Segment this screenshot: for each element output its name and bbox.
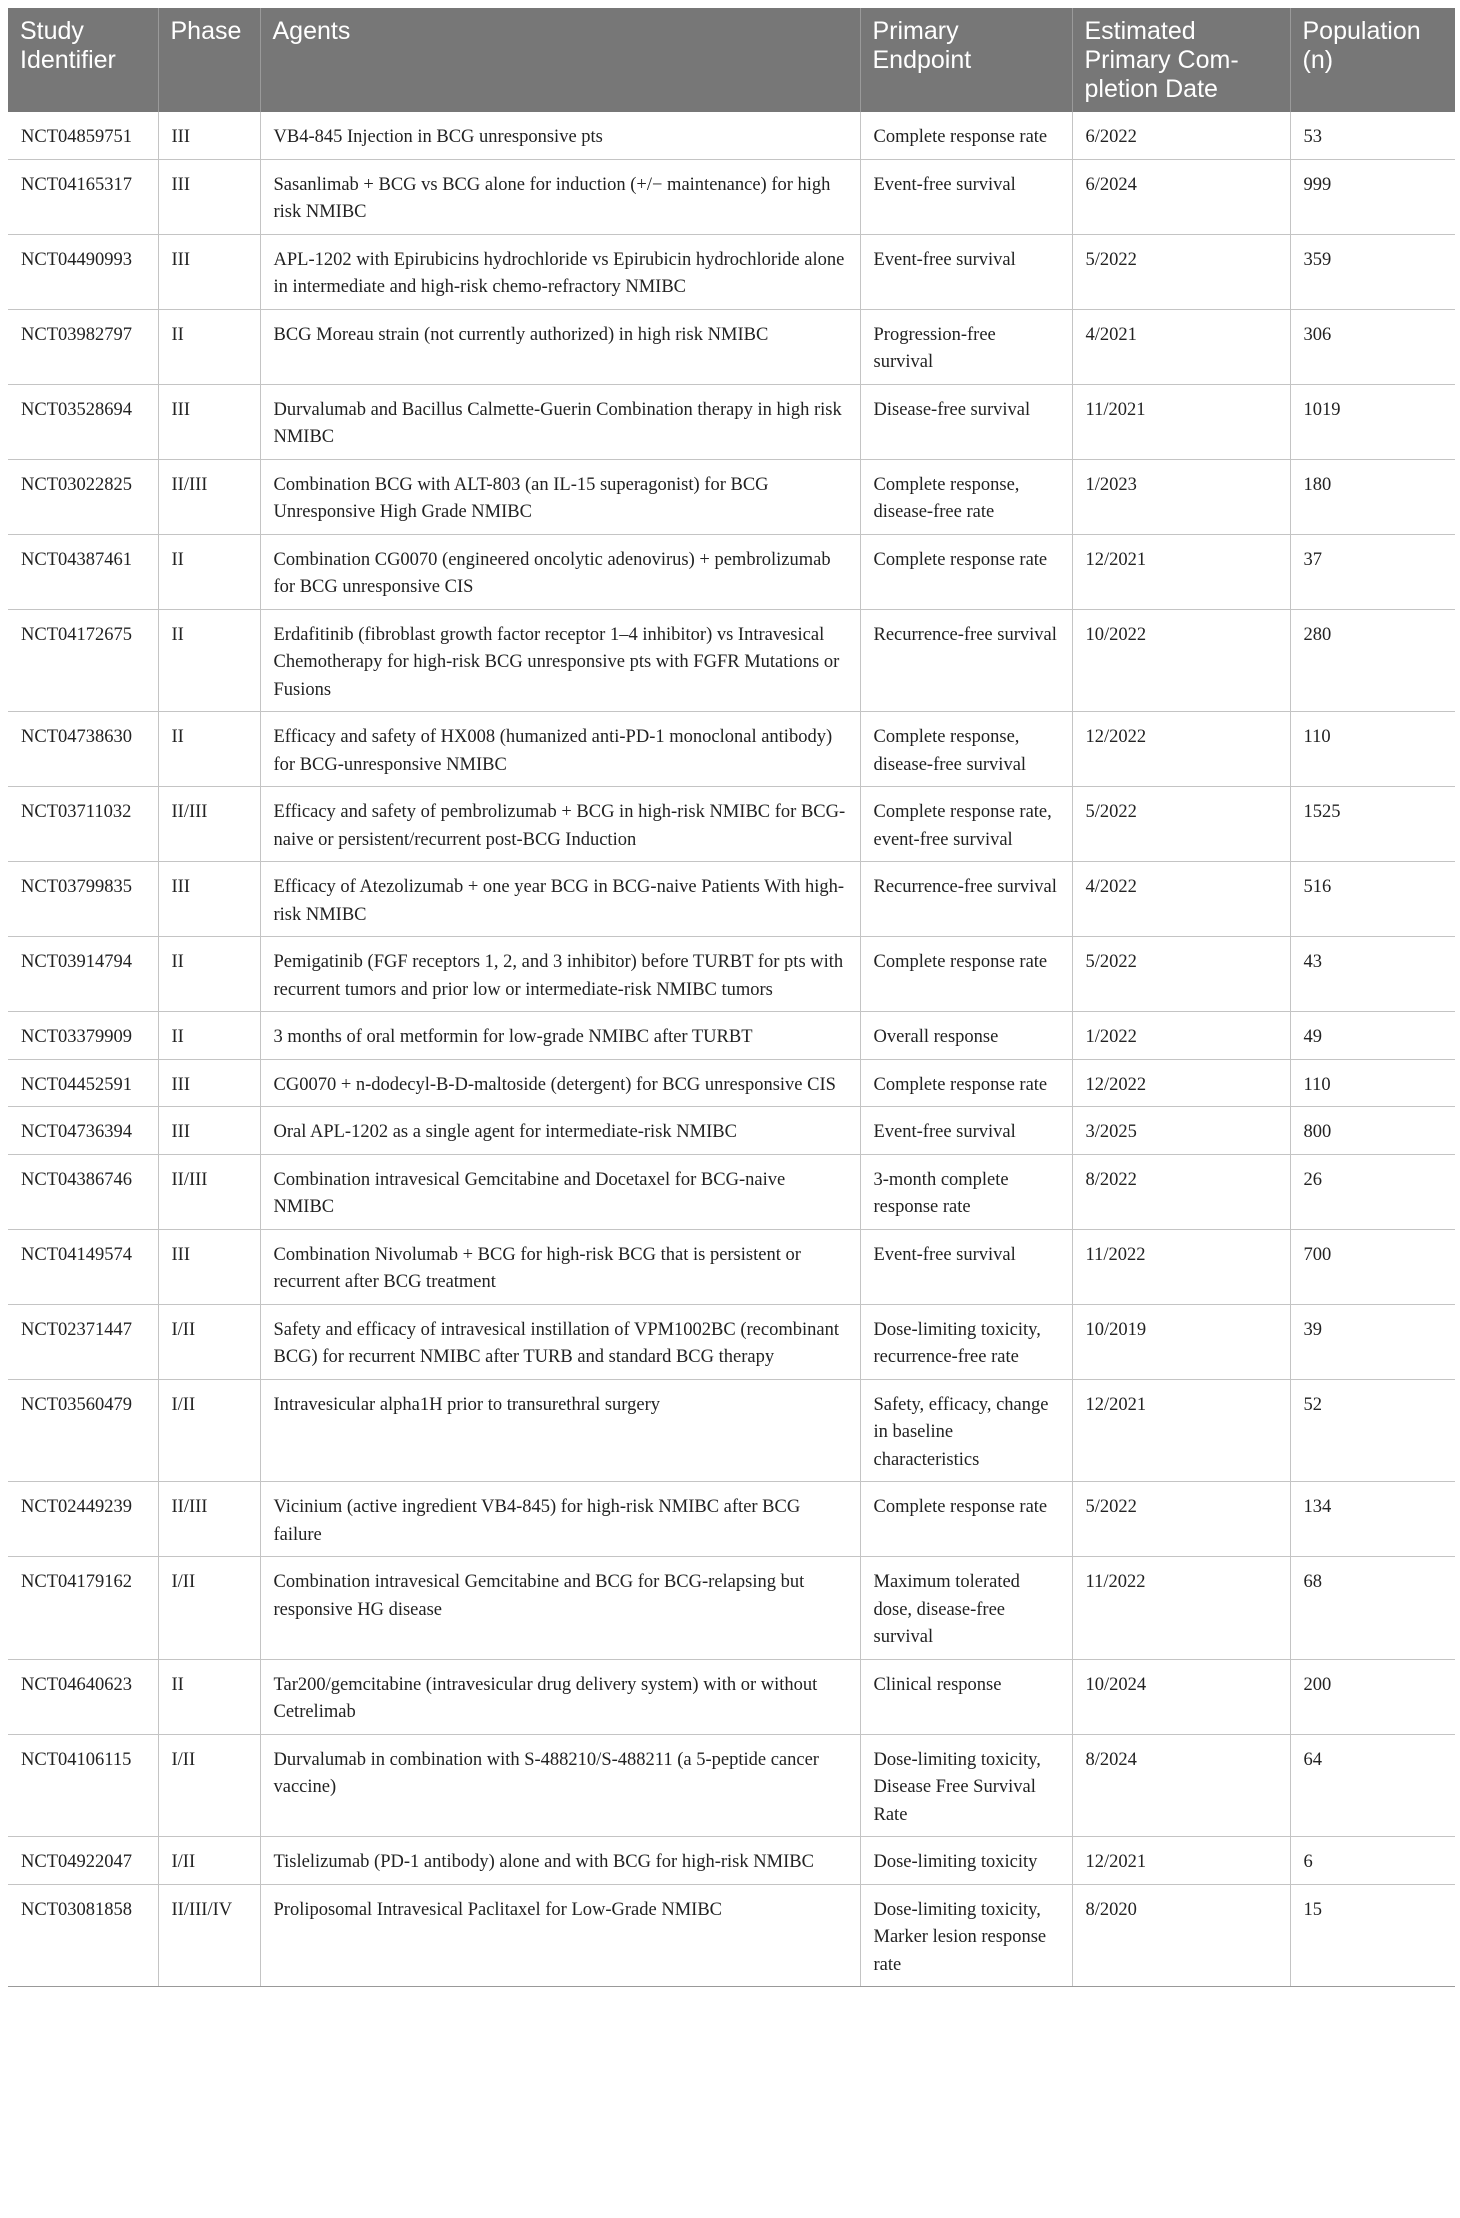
- table-row: [8, 1379, 1455, 1482]
- study-identifier-cell: NCT04149574: [8, 1229, 158, 1304]
- agents-cell: Tislelizumab (PD-1 antibody) alone and with BCG for high-risk NMIBC: [260, 1837, 860, 1885]
- completion-date-cell: 4/2022: [1072, 862, 1290, 937]
- table-row: [8, 309, 1455, 384]
- primary-endpoint-cell: Maximum tolerated dose, disease-free survival: [860, 1557, 1072, 1660]
- study-identifier-cell: NCT04640623: [8, 1659, 158, 1734]
- population-cell: 110: [1290, 1059, 1455, 1107]
- primary-endpoint-cell: Event-free survival: [860, 234, 1072, 309]
- agents-cell: Combination CG0070 (engineered oncolytic adenovirus) + pembrolizumab for BCG unresponsive CIS: [260, 534, 860, 609]
- completion-date-cell: 12/2021: [1072, 1379, 1290, 1482]
- agents-cell: Vicinium (active ingredient VB4-845) for high-risk NMIBC after BCG failure: [260, 1482, 860, 1557]
- primary-endpoint-cell: Complete response rate: [860, 1059, 1072, 1107]
- completion-date-cell: 11/2021: [1072, 384, 1290, 459]
- study-identifier-cell: NCT04386746: [8, 1154, 158, 1229]
- agents-cell: Combination intravesical Gemcitabine and Docetaxel for BCG-naive NMIBC: [260, 1154, 860, 1229]
- header-primary-endpoint: Primary Endpoint: [860, 8, 1072, 112]
- primary-endpoint-cell: Event-free survival: [860, 1229, 1072, 1304]
- population-cell: 53: [1290, 112, 1455, 159]
- table-row: [8, 1734, 1455, 1837]
- population-cell: 1019: [1290, 384, 1455, 459]
- population-cell: 6: [1290, 1837, 1455, 1885]
- table-row: [8, 1059, 1455, 1107]
- population-cell: 516: [1290, 862, 1455, 937]
- phase-cell: II: [158, 937, 260, 1012]
- population-cell: 180: [1290, 459, 1455, 534]
- agents-cell: Efficacy and safety of HX008 (humanized anti-PD-1 monoclonal antibody) for BCG-unresponsive NMIBC: [260, 712, 860, 787]
- header-population: Population (n): [1290, 8, 1455, 112]
- population-cell: 43: [1290, 937, 1455, 1012]
- population-cell: 49: [1290, 1012, 1455, 1060]
- primary-endpoint-cell: Safety, efficacy, change in baseline characteristics: [860, 1379, 1072, 1482]
- table-row: [8, 1557, 1455, 1660]
- table-row: [8, 459, 1455, 534]
- population-cell: 359: [1290, 234, 1455, 309]
- header-agents: Agents: [260, 8, 860, 112]
- phase-cell: II: [158, 309, 260, 384]
- agents-cell: Efficacy and safety of pembrolizumab + BCG in high-risk NMIBC for BCG-naive or persistent/recurrent post-BCG Induction: [260, 787, 860, 862]
- phase-cell: II/III: [158, 1154, 260, 1229]
- primary-endpoint-cell: Clinical response: [860, 1659, 1072, 1734]
- agents-cell: Combination BCG with ALT-803 (an IL-15 superagonist) for BCG Unresponsive High Grade NMIBC: [260, 459, 860, 534]
- completion-date-cell: 11/2022: [1072, 1557, 1290, 1660]
- primary-endpoint-cell: Disease-free survival: [860, 384, 1072, 459]
- study-identifier-cell: NCT04165317: [8, 159, 158, 234]
- population-cell: 700: [1290, 1229, 1455, 1304]
- agents-cell: Efficacy of Atezolizumab + one year BCG in BCG-naive Patients With high-risk NMIBC: [260, 862, 860, 937]
- primary-endpoint-cell: Event-free survival: [860, 1107, 1072, 1155]
- primary-endpoint-cell: Complete response rate: [860, 534, 1072, 609]
- population-cell: 37: [1290, 534, 1455, 609]
- primary-endpoint-cell: Overall response: [860, 1012, 1072, 1060]
- phase-cell: I/II: [158, 1837, 260, 1885]
- primary-endpoint-cell: Recurrence-free survival: [860, 609, 1072, 712]
- primary-endpoint-cell: Complete response rate: [860, 112, 1072, 159]
- agents-cell: VB4-845 Injection in BCG unresponsive pts: [260, 112, 860, 159]
- completion-date-cell: 6/2024: [1072, 159, 1290, 234]
- table-row: [8, 1107, 1455, 1155]
- primary-endpoint-cell: Progression-free survival: [860, 309, 1072, 384]
- primary-endpoint-cell: 3-month complete response rate: [860, 1154, 1072, 1229]
- study-identifier-cell: NCT03711032: [8, 787, 158, 862]
- table-row: [8, 1304, 1455, 1379]
- primary-endpoint-cell: Event-free survival: [860, 159, 1072, 234]
- completion-date-cell: 12/2022: [1072, 712, 1290, 787]
- phase-cell: II: [158, 609, 260, 712]
- study-identifier-cell: NCT03379909: [8, 1012, 158, 1060]
- study-identifier-cell: NCT04452591: [8, 1059, 158, 1107]
- table-row: [8, 384, 1455, 459]
- population-cell: 26: [1290, 1154, 1455, 1229]
- agents-cell: Safety and efficacy of intravesical instillation of VPM1002BC (recombinant BCG) for recurrent NMIBC after TURB and standard BCG therapy: [260, 1304, 860, 1379]
- agents-cell: Durvalumab and Bacillus Calmette-Guerin Combination therapy in high risk NMIBC: [260, 384, 860, 459]
- completion-date-cell: 6/2022: [1072, 112, 1290, 159]
- phase-cell: II/III: [158, 459, 260, 534]
- phase-cell: III: [158, 862, 260, 937]
- population-cell: 800: [1290, 1107, 1455, 1155]
- phase-cell: I/II: [158, 1304, 260, 1379]
- table-row: [8, 1837, 1455, 1885]
- study-identifier-cell: NCT04490993: [8, 234, 158, 309]
- table-row: [8, 1229, 1455, 1304]
- completion-date-cell: 5/2022: [1072, 1482, 1290, 1557]
- phase-cell: III: [158, 1059, 260, 1107]
- table-row: [8, 712, 1455, 787]
- phase-cell: III: [158, 159, 260, 234]
- phase-cell: I/II: [158, 1379, 260, 1482]
- study-identifier-cell: NCT02449239: [8, 1482, 158, 1557]
- phase-cell: II: [158, 712, 260, 787]
- agents-cell: Tar200/gemcitabine (intravesicular drug delivery system) with or without Cetrelimab: [260, 1659, 860, 1734]
- study-identifier-cell: NCT03081858: [8, 1884, 158, 1987]
- completion-date-cell: 10/2024: [1072, 1659, 1290, 1734]
- study-identifier-cell: NCT04179162: [8, 1557, 158, 1660]
- table-row: [8, 937, 1455, 1012]
- phase-cell: II/III/IV: [158, 1884, 260, 1987]
- trials-table-container: [8, 8, 1455, 1987]
- agents-cell: Oral APL-1202 as a single agent for intermediate-risk NMIBC: [260, 1107, 860, 1155]
- study-identifier-cell: NCT03022825: [8, 459, 158, 534]
- completion-date-cell: 3/2025: [1072, 1107, 1290, 1155]
- agents-cell: Pemigatinib (FGF receptors 1, 2, and 3 inhibitor) before TURBT for pts with recurrent tumors and prior low or intermediate-risk NMIBC tumors: [260, 937, 860, 1012]
- completion-date-cell: 1/2022: [1072, 1012, 1290, 1060]
- table-row: [8, 862, 1455, 937]
- completion-date-cell: 12/2021: [1072, 534, 1290, 609]
- primary-endpoint-cell: Complete response, disease-free rate: [860, 459, 1072, 534]
- primary-endpoint-cell: Dose-limiting toxicity, Disease Free Survival Rate: [860, 1734, 1072, 1837]
- table-row: [8, 1482, 1455, 1557]
- header-phase: Phase: [158, 8, 260, 112]
- clinical-trials-table: [8, 8, 1455, 1987]
- table-row: [8, 787, 1455, 862]
- population-cell: 1525: [1290, 787, 1455, 862]
- completion-date-cell: 8/2024: [1072, 1734, 1290, 1837]
- table-row: [8, 1154, 1455, 1229]
- population-cell: 64: [1290, 1734, 1455, 1837]
- table-row: [8, 234, 1455, 309]
- completion-date-cell: 4/2021: [1072, 309, 1290, 384]
- study-identifier-cell: NCT04106115: [8, 1734, 158, 1837]
- completion-date-cell: 11/2022: [1072, 1229, 1290, 1304]
- agents-cell: Proliposomal Intravesical Paclitaxel for Low-Grade NMIBC: [260, 1884, 860, 1987]
- completion-date-cell: 12/2022: [1072, 1059, 1290, 1107]
- agents-cell: APL-1202 with Epirubicins hydrochloride vs Epirubicin hydrochloride alone in intermediate and high-risk chemo-refractory NMIBC: [260, 234, 860, 309]
- population-cell: 306: [1290, 309, 1455, 384]
- table-row: [8, 159, 1455, 234]
- study-identifier-cell: NCT04922047: [8, 1837, 158, 1885]
- agents-cell: 3 months of oral metformin for low-grade NMIBC after TURBT: [260, 1012, 860, 1060]
- population-cell: 68: [1290, 1557, 1455, 1660]
- agents-cell: Erdafitinib (fibroblast growth factor receptor 1–4 inhibitor) vs Intravesical Chemotherapy for high-risk BCG unresponsive pts with FGFR Mutations or Fusions: [260, 609, 860, 712]
- table-row: [8, 534, 1455, 609]
- table-row: [8, 1012, 1455, 1060]
- completion-date-cell: 5/2022: [1072, 787, 1290, 862]
- table-row: [8, 1884, 1455, 1987]
- agents-cell: BCG Moreau strain (not currently authorized) in high risk NMIBC: [260, 309, 860, 384]
- primary-endpoint-cell: Complete response rate: [860, 1482, 1072, 1557]
- population-cell: 280: [1290, 609, 1455, 712]
- population-cell: 110: [1290, 712, 1455, 787]
- population-cell: 999: [1290, 159, 1455, 234]
- primary-endpoint-cell: Complete response rate, event-free survival: [860, 787, 1072, 862]
- agents-cell: Intravesicular alpha1H prior to transurethral surgery: [260, 1379, 860, 1482]
- study-identifier-cell: NCT03799835: [8, 862, 158, 937]
- phase-cell: III: [158, 234, 260, 309]
- phase-cell: I/II: [158, 1734, 260, 1837]
- phase-cell: II/III: [158, 787, 260, 862]
- completion-date-cell: 12/2021: [1072, 1837, 1290, 1885]
- completion-date-cell: 1/2023: [1072, 459, 1290, 534]
- phase-cell: III: [158, 1107, 260, 1155]
- header-study-identifier: Study Identifier: [8, 8, 158, 112]
- table-row: [8, 1659, 1455, 1734]
- table-header: [8, 8, 1455, 112]
- phase-cell: II/III: [158, 1482, 260, 1557]
- study-identifier-cell: NCT04738630: [8, 712, 158, 787]
- primary-endpoint-cell: Dose-limiting toxicity, Marker lesion response rate: [860, 1884, 1072, 1987]
- study-identifier-cell: NCT03982797: [8, 309, 158, 384]
- completion-date-cell: 5/2022: [1072, 234, 1290, 309]
- study-identifier-cell: NCT03914794: [8, 937, 158, 1012]
- phase-cell: II: [158, 1659, 260, 1734]
- phase-cell: II: [158, 534, 260, 609]
- study-identifier-cell: NCT04736394: [8, 1107, 158, 1155]
- phase-cell: III: [158, 384, 260, 459]
- completion-date-cell: 8/2022: [1072, 1154, 1290, 1229]
- population-cell: 200: [1290, 1659, 1455, 1734]
- agents-cell: Sasanlimab + BCG vs BCG alone for induction (+/− maintenance) for high risk NMIBC: [260, 159, 860, 234]
- table-row: [8, 112, 1455, 159]
- population-cell: 52: [1290, 1379, 1455, 1482]
- agents-cell: Combination intravesical Gemcitabine and BCG for BCG-relapsing but responsive HG disease: [260, 1557, 860, 1660]
- primary-endpoint-cell: Dose-limiting toxicity: [860, 1837, 1072, 1885]
- phase-cell: III: [158, 1229, 260, 1304]
- primary-endpoint-cell: Complete response, disease-free survival: [860, 712, 1072, 787]
- population-cell: 134: [1290, 1482, 1455, 1557]
- primary-endpoint-cell: Recurrence-free survival: [860, 862, 1072, 937]
- population-cell: 39: [1290, 1304, 1455, 1379]
- phase-cell: III: [158, 112, 260, 159]
- completion-date-cell: 10/2019: [1072, 1304, 1290, 1379]
- agents-cell: Durvalumab in combination with S-488210/S-488211 (a 5-peptide cancer vaccine): [260, 1734, 860, 1837]
- agents-cell: CG0070 + n-dodecyl-B-D-maltoside (detergent) for BCG unresponsive CIS: [260, 1059, 860, 1107]
- header-completion-date: Estimated Primary Com-pletion Date: [1072, 8, 1290, 112]
- study-identifier-cell: NCT02371447: [8, 1304, 158, 1379]
- agents-cell: Combination Nivolumab + BCG for high-risk BCG that is persistent or recurrent after BCG treatment: [260, 1229, 860, 1304]
- population-cell: 15: [1290, 1884, 1455, 1987]
- phase-cell: II: [158, 1012, 260, 1060]
- study-identifier-cell: NCT04172675: [8, 609, 158, 712]
- primary-endpoint-cell: Dose-limiting toxicity, recurrence-free rate: [860, 1304, 1072, 1379]
- study-identifier-cell: NCT03560479: [8, 1379, 158, 1482]
- study-identifier-cell: NCT04387461: [8, 534, 158, 609]
- table-row: [8, 609, 1455, 712]
- study-identifier-cell: NCT03528694: [8, 384, 158, 459]
- primary-endpoint-cell: Complete response rate: [860, 937, 1072, 1012]
- completion-date-cell: 10/2022: [1072, 609, 1290, 712]
- completion-date-cell: 5/2022: [1072, 937, 1290, 1012]
- phase-cell: I/II: [158, 1557, 260, 1660]
- study-identifier-cell: NCT04859751: [8, 112, 158, 159]
- completion-date-cell: 8/2020: [1072, 1884, 1290, 1987]
- table-body: [8, 112, 1455, 1987]
- header-row: [8, 8, 1455, 112]
